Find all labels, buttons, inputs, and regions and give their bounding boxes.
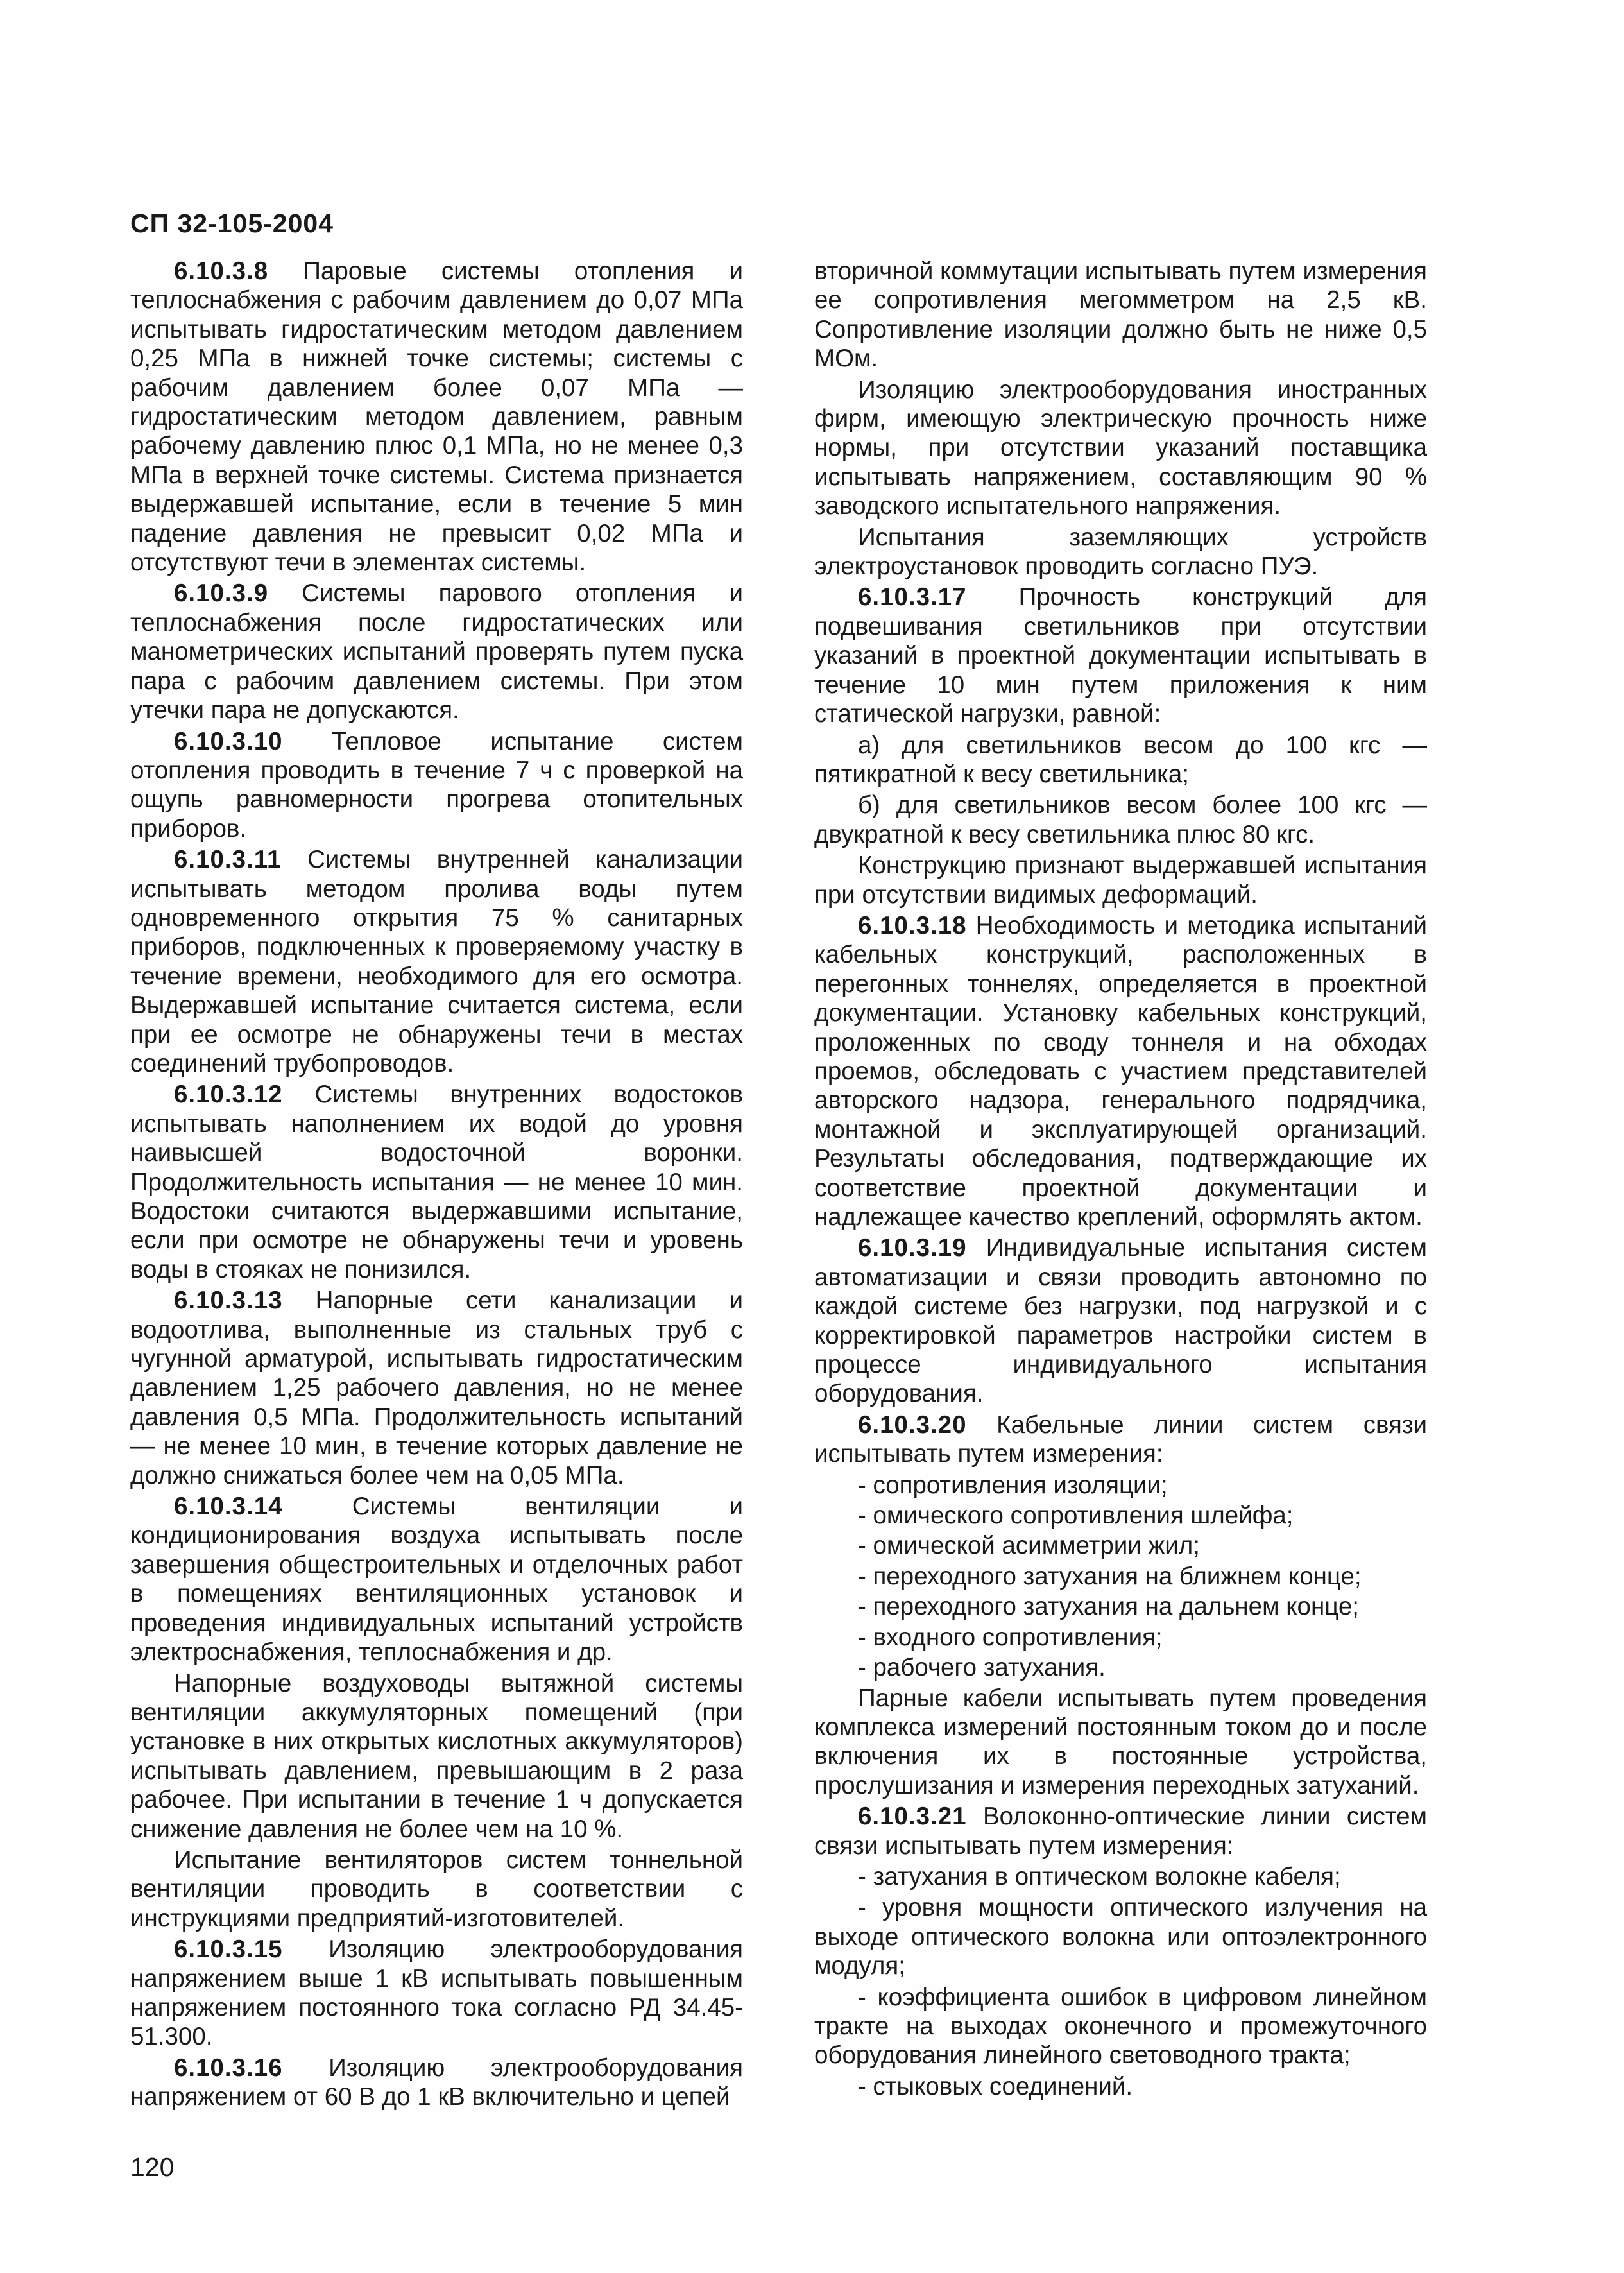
page-number: 120 bbox=[130, 2152, 175, 2182]
paragraph bbox=[814, 257, 1427, 373]
paragraph bbox=[130, 1669, 743, 1844]
paragraph-text: - стыковых соединений. bbox=[858, 2072, 1133, 2100]
paragraph-text: Испытания заземляющих устройств электроустановок проводить согласно ПУЭ. bbox=[814, 523, 1427, 581]
paragraph bbox=[130, 845, 743, 1078]
paragraph-text: Парные кабели испытывать путем проведения комплекса измерений постоянным током до и после включения их в постоянные устройства, прослушизания и измерения переходных затуханий. bbox=[814, 1684, 1427, 1799]
paragraph bbox=[130, 257, 743, 577]
paragraph-text: - омической асимметрии жил; bbox=[858, 1532, 1200, 1560]
list-item bbox=[814, 1562, 1427, 1591]
paragraph-text: - омического сопротивления шлейфа; bbox=[858, 1502, 1294, 1530]
paragraph bbox=[814, 791, 1427, 849]
paragraph-text: Прочность конструкций для подвешивания светильников при отсутствии указаний в проектной документации испытывать в течение 10 мин путем приложения к ним статической нагрузки, равной: bbox=[814, 583, 1427, 728]
list-item bbox=[814, 1653, 1427, 1682]
paragraph bbox=[814, 851, 1427, 909]
paragraph bbox=[814, 1893, 1427, 1980]
clause-number: 6.10.3.15 bbox=[174, 1935, 283, 1964]
paragraph bbox=[814, 2072, 1427, 2101]
paragraph-text: - входного сопротивления; bbox=[858, 1623, 1163, 1651]
clause-number: 6.10.3.11 bbox=[174, 846, 282, 874]
paragraph-text: Изоляцию электрооборудования напряжением выше 1 кВ испытывать повышенным напряжением постоянного тока согласно РД 34.45-51.300. bbox=[130, 1935, 743, 2051]
list-item bbox=[814, 1531, 1427, 1560]
paragraph-text: Системы внутренних водостоков испытывать наполнением их водой до уровня наивысшей водосточной воронки. Продолжительность испытания — не менее 10 мин. Водостоки считаются выдержавшими испытание, если при осмотре не обнаружены течи и уровень воды в стояках не понизился. bbox=[130, 1081, 743, 1283]
clause-number: 6.10.3.16 bbox=[174, 2054, 283, 2082]
paragraph bbox=[814, 731, 1427, 789]
paragraph bbox=[814, 1411, 1427, 1469]
paragraph bbox=[130, 727, 743, 844]
clause-number: 6.10.3.20 bbox=[858, 1411, 967, 1439]
paragraph-text: б) для светильников весом более 100 кгс — двукратной к весу светильника плюс 80 кгс. bbox=[814, 791, 1427, 848]
paragraph bbox=[130, 1286, 743, 1490]
paragraph bbox=[130, 2054, 743, 2112]
paragraph bbox=[814, 1233, 1427, 1408]
paragraph-text: Системы парового отопления и теплоснабжения после гидростатических или манометрических испытаний проверять путем пуска пара с рабочим давлением системы. При этом утечки пара не допускаются. bbox=[130, 579, 743, 725]
document-code-header: СП 32-105-2004 bbox=[130, 209, 334, 238]
list-item bbox=[814, 1501, 1427, 1530]
paragraph-text: Изоляцию электрооборудования иностранных фирм, имеющую электрическую прочность ниже нормы, при отсутствии указаний поставщика испытывать напряжением, составляющим 90 % заводского испытательного напряжения. bbox=[814, 375, 1427, 520]
clause-number: 6.10.3.19 bbox=[858, 1234, 967, 1262]
paragraph-text: - рабочего затухания. bbox=[858, 1654, 1106, 1682]
paragraph-text: Системы внутренней канализации испытывать методом пролива воды путем одновременного открытия 75 % санитарных приборов, подключенных к проверяемому участку в течение времени, необходимого для его осмотра. Выдержавшей испытание считается система, если при ее осмотре не обнаружены течи в местах соединений трубопроводов. bbox=[130, 846, 743, 1077]
left-text-column bbox=[130, 257, 743, 2114]
paragraph bbox=[130, 1935, 743, 2052]
paragraph-text: - переходного затухания на дальнем конце; bbox=[858, 1593, 1359, 1621]
paragraph bbox=[130, 579, 743, 725]
paragraph bbox=[814, 911, 1427, 1231]
list-item bbox=[814, 1623, 1427, 1652]
paragraph-text: вторичной коммутации испытывать путем измерения ее сопротивления мегомметром на 2,5 кВ. Сопротивление изоляции должно быть не ниже 0,5 МОм. bbox=[814, 257, 1427, 373]
paragraph-text: - уровня мощности оптического излучения на выходе оптического волокна или оптоэлектронного модуля; bbox=[814, 1894, 1427, 1980]
paragraph-text: Индивидуальные испытания систем автоматизации и связи проводить автономно по каждой системе без нагрузки, под нагрузкой и с корректировкой параметров настройки систем в процессе индивидуального испытания оборудования. bbox=[814, 1234, 1427, 1408]
clause-number: 6.10.3.21 bbox=[858, 1803, 967, 1831]
paragraph-text: а) для светильников весом до 100 кгс — пятикратной к весу светильника; bbox=[814, 731, 1427, 788]
paragraph-text: Тепловое испытание систем отопления проводить в течение 7 ч с проверкой на ощупь равномерности прогрева отопительных приборов. bbox=[130, 727, 743, 843]
paragraph bbox=[814, 1684, 1427, 1801]
paragraph bbox=[814, 1802, 1427, 1860]
paragraph bbox=[814, 583, 1427, 728]
clause-number: 6.10.3.9 bbox=[174, 579, 269, 608]
clause-number: 6.10.3.10 bbox=[174, 727, 283, 755]
paragraph bbox=[814, 523, 1427, 581]
right-text-column bbox=[814, 257, 1427, 2103]
paragraph-text: Испытание вентиляторов систем тоннельной вентиляции проводить в соответствии с инструкциями предприятий-изготовителей. bbox=[130, 1846, 743, 1932]
paragraph-text: Системы вентиляции и кондиционирования воздуха испытывать после завершения общестроительных и отделочных работ в помещениях вентиляционных установок и проведения индивидуальных испытаний устройств электроснабжения, теплоснабжения и др. bbox=[130, 1493, 743, 1667]
paragraph-text: Изоляцию электрооборудования напряжением от 60 В до 1 кВ включительно и цепей bbox=[130, 2054, 743, 2111]
paragraph-text: Напорные сети канализации и водоотлива, выполненные из стальных труб с чугунной арматурой, испытывать гидростатическим давлением 1,25 рабочего давления, но не менее давления 0,5 МПа. Продолжительность испытаний — не менее 10 мин, в течение которых давление не должно снижаться более чем на 0,05 МПа. bbox=[130, 1287, 743, 1489]
list-item bbox=[814, 1471, 1427, 1500]
paragraph-text: Кабельные линии систем связи испытывать путем измерения: bbox=[814, 1411, 1427, 1468]
paragraph bbox=[130, 1492, 743, 1667]
clause-number: 6.10.3.13 bbox=[174, 1287, 283, 1315]
paragraph bbox=[814, 1862, 1427, 1891]
paragraph-text: Напорные воздуховоды вытяжной системы вентиляции аккумуляторных помещений (при установке в них открытых кислотных аккумуляторов) испытывать давлением, превышающим в 2 раза рабочее. При испытании в течение 1 ч допускается снижение давления не более чем на 10 %. bbox=[130, 1669, 743, 1843]
paragraph-text: - затухания в оптическом волокне кабеля; bbox=[858, 1862, 1341, 1891]
paragraph-text: Конструкцию признают выдержавшей испытания при отсутствии видимых деформаций. bbox=[814, 852, 1427, 909]
paragraph-text: - коэффициента ошибок в цифровом линейном тракте на выходах оконечного и промежуточного оборудования линейного световодного тракта; bbox=[814, 1983, 1427, 2070]
paragraph-text: Паровые системы отопления и теплоснабжения с рабочим давлением до 0,07 МПа испытывать гидростатическим методом давлением 0,25 МПа в нижней точке системы; системы с рабочим давлением более 0,07 МПа — гидростатическим методом давлением, равным рабочему давлению плюс 0,1 МПа, но не менее 0,3 МПа в верхней точке системы. Система признается выдержавшей испытание, если в течение 5 мин падение давления не превысит 0,02 МПа и отсутствуют течи в элементах системы. bbox=[130, 257, 743, 577]
paragraph-text: Необходимость и методика испытаний кабельных конструкций, расположенных в перегонных тоннелях, определяется в проектной документации. Установку кабельных конструкций, проложенных по своду тоннеля и на обходах проемов, обследовать с участием представителей авторского надзора, генерального подрядчика, монтажной и эксплуатирующей организаций. Результаты обследования, подтверждающие их соответствие проектной документации и надлежащее качество креплений, оформлять актом. bbox=[814, 911, 1427, 1231]
paragraph-text: - сопротивления изоляции; bbox=[858, 1471, 1168, 1499]
paragraph bbox=[814, 1983, 1427, 2070]
paragraph-text: Волоконно-оптические линии систем связи испытывать путем измерения: bbox=[814, 1803, 1427, 1860]
clause-number: 6.10.3.18 bbox=[858, 911, 967, 939]
clause-number: 6.10.3.14 bbox=[174, 1493, 283, 1521]
clause-number: 6.10.3.12 bbox=[174, 1081, 283, 1109]
clause-number: 6.10.3.8 bbox=[174, 257, 269, 285]
paragraph bbox=[814, 375, 1427, 521]
paragraph bbox=[130, 1846, 743, 1933]
paragraph bbox=[130, 1080, 743, 1284]
paragraph-text: - переходного затухания на ближнем конце; bbox=[858, 1562, 1362, 1590]
clause-number: 6.10.3.17 bbox=[858, 583, 967, 612]
list-item bbox=[814, 1592, 1427, 1621]
